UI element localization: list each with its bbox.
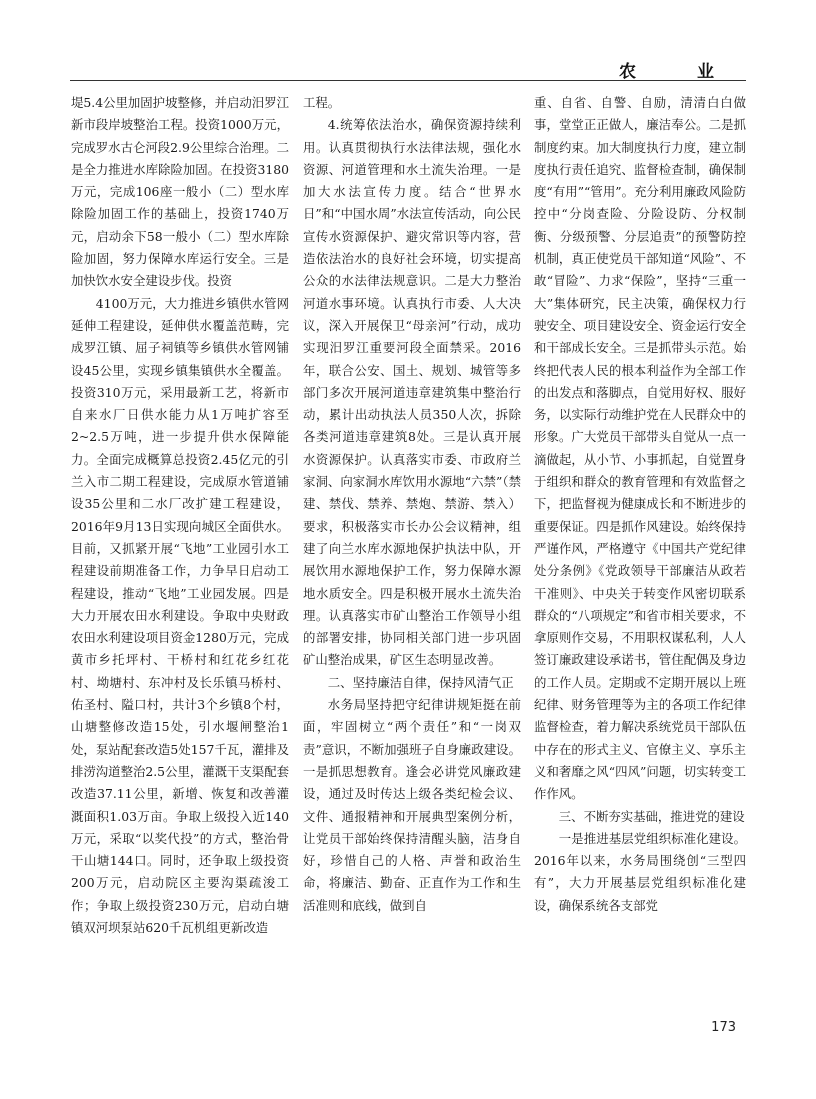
paragraph: 堤5.4公里加固护坡整修，并启动汨罗江新市段岸坡整治工程。投资1000万元，完成罗水古仑河段2.9公里综合治理。二是全力推进水库除险加固。在投资3180万元，完成106座一般小（二）型水库除险加固工作的基础上，投资1740万元，启动余下58一般小（二）型水库除险加固，努力保障水库运行安全。三是加快饮水安全建设步伐。投资 [71,95,289,289]
text-column-1 [71,92,289,939]
paragraph: 4.统筹依法治水，确保资源持续利用。认真贯彻执行水法律法规，强化水资源、河道管理和水土流失治理。一是加大水法宣传力度。结合“世界水日”和“中国水周”水法宣传活动，向公民宣传水资源保护、避灾常识等内容，营造依法治水的良好社会环境，切实提高公众的水法律法规意识。二是大力整治河道水事环境。认真执行市委、人大决议，深入开展保卫“母亲河”行动，成功实现汨罗江重要河段全面禁采。2016年，联合公安、国土、规划、城管等多部门多次开展河道违章建筑集中整治行动，累计出动执法人员350人次，拆除各类河道违章建筑8处。三是认真开展水资源保护。认真落实市委、市政府兰家洞、向家洞水库饮用水源地“六禁”（禁建、禁伐、禁养、禁炮、禁游、禁入）要求，积极落实市长办公会议精神，组建了向兰水库水源地保护执法中队，开展饮用水源地保护工作，努力保障水源地水质安全。四是积极开展水土流失治理。认真落实市矿山整治工作领导小组的部署安排，协同相关部门进一步巩固矿山整治成果，矿区生态明显改善。 [303,117,521,668]
header-divider [70,80,746,81]
text-column-2 [303,92,521,917]
paragraph: 一是推进基层党组织标准化建设。2016年以来，水务局围绕创“三型四有”，大力开展基层党组织标准化建设，确保系统各支部党 [534,830,746,913]
section-heading: 二、坚持廉洁自律，保持风清气正 [327,674,514,690]
section-title: 农 业 [619,62,736,82]
paragraph: 重、自省、自警、自励，清清白白做事，堂堂正正做人，廉洁奉公。二是抓制度约束。加大制度执行力度，建立制度执行责任追究、监督检查制，确保制度“有用”“管用”。充分利用廉政风险防控中“分岗查险、分险设防、分权制衡、分级预警、分层追责”的预警防控机制，真正使党员干部知道“风险”、不敢“冒险”、力求“保险”，坚持“三重一大”集体研究，民主决策，确保权力行驶安全、项目建设安全、资金运行安全和干部成长安全。三是抓带头示范。始终把代表人民的根本利益作为全部工作的出发点和落脚点，自觉用好权、服好务，以实际行动维护党在人民群众中的形象。广大党员干部带头自觉从一点一滴做起，从小节、小事抓起，自觉置身于组织和群众的教育管理和有效监督之下，把监督视为健康成长和不断进步的重要保证。四是抓作风建设。始终保持严谨作风，严格遵守《中国共产党纪律处分条例》《党政领导干部廉洁从政若干准则》、中央关于转变作风密切联系群众的“八项规定”和省市相关要求，不拿原则作交易，不用职权谋私利，人人签订廉政建设承诺书，管住配偶及身边的工作人员。定期或不定期开展以上班纪律、财务管理等为主的各项工作纪律监督检查，着力解决系统党员干部队伍中存在的形式主义、官僚主义、享乐主义和奢靡之风“四风”问题，切实转变工作作风。 [534,95,746,802]
section-heading: 三、不断夯实基础，推进党的建设 [558,808,745,824]
paragraph: 水务局坚持把守纪律讲规矩挺在前面，牢固树立“两个责任”和“一岗双责”意识，不断加强班子自身廉政建设。一是抓思想教育。逢会必讲党风廉政建设，通过及时传达上级各类纪检会议、文件、通报精神和开展典型案例分析，让党员干部始终保持清醒头脑，洁身自好，珍惜自己的人格、声誉和政治生命，将廉洁、勤奋、正直作为工作和生活准则和底线，做到自 [303,697,521,913]
paragraph: 工程。 [303,95,341,110]
text-column-3 [534,92,746,917]
paragraph: 4100万元，大力推进乡镇供水管网延伸工程建设，延伸供水覆盖范畴，完成罗江镇、屈子祠镇等乡镇供水管网铺设45公里，实现乡镇集镇供水全覆盖。投资310万元，采用最新工艺，将新市自来水厂日供水能力从1万吨扩容至2~2.5万吨，进一步提升供水保障能力。全面完成概算总投资2.45亿元的引兰入市二期工程建设，完成原水管道铺设35公里和二水厂改扩建工程建设，2016年9月13日实现向城区全面供水。目前，又抓紧开展“飞地”工业园引水工程建设前期准备工作，力争早日启动工程建设，推动“飞地”工业园发展。四是大力开展农田水利建设。争取中央财政农田水利建设项目资金1280万元，完成黄市乡托坪村、干桥村和红花乡红花村、坳塘村、东冲村及长乐镇马桥村、佑圣村、隘口村，共计3个乡镇8个村，山塘整修改造15处，引水堰闸整治1处，泵站配套改造5处157千瓦，灌排及排涝沟道整治2.5公里，灌溉干支渠配套改造37.11公里，新增、恢复和改善灌溉面积1.03万亩。争取上级投入近140万元，采取“以奖代投”的方式，整治骨干山塘144口。同时，还争取上级投资200万元，启动院区主要沟渠疏浚工作；争取上级投资230万元，启动白塘镇双河坝泵站620千瓦机组更新改造 [71,295,289,935]
page-number: 173 [711,1020,736,1035]
